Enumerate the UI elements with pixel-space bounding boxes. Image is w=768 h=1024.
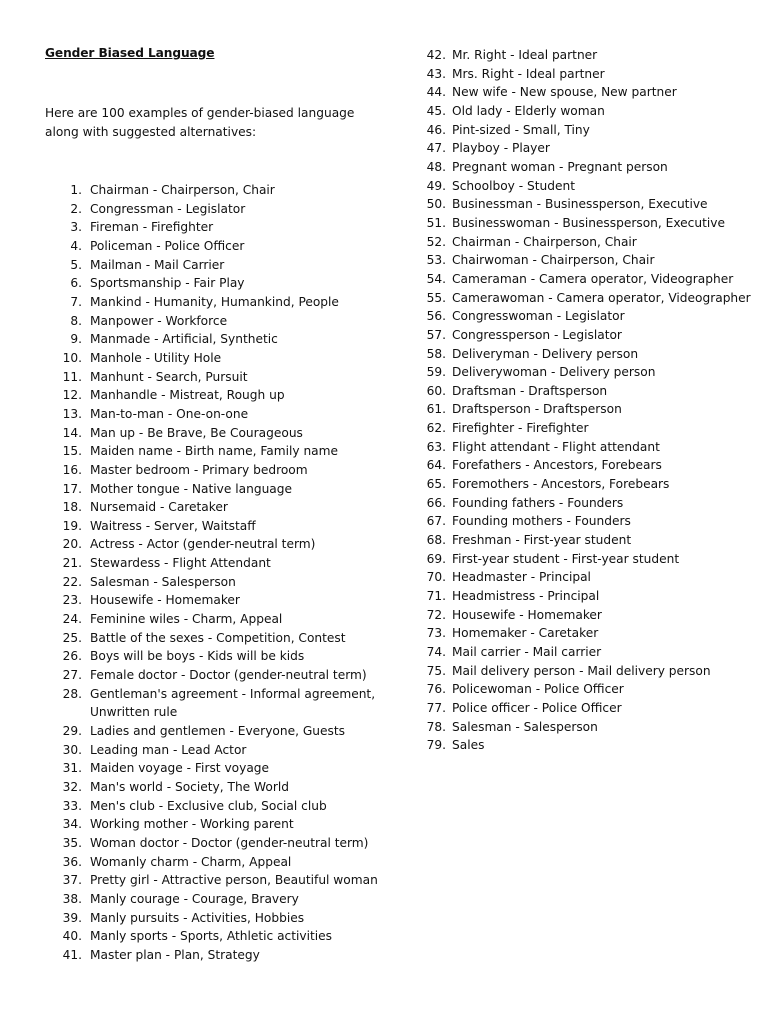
list-item [62, 573, 390, 592]
list-item-text: Mankind - Humanity, Humankind, People [90, 294, 339, 309]
list-item-text: Mrs. Right - Ideal partner [452, 66, 605, 81]
list-item [426, 270, 752, 289]
list-item [70, 256, 390, 275]
list-item-number: 3. [70, 220, 82, 235]
list-item [62, 666, 390, 685]
list-item-number: 34. [62, 817, 82, 832]
list-column-1 [62, 181, 390, 965]
list-item [62, 517, 390, 536]
list-item-number: 56. [426, 309, 446, 324]
list-item [62, 834, 390, 853]
list-item-text: Housewife - Homemaker [90, 593, 240, 608]
list-item-number: 51. [426, 215, 446, 230]
list-item-number: 44. [426, 85, 446, 100]
list-item [426, 550, 752, 569]
list-item-number: 20. [62, 537, 82, 552]
list-item-text: Policewoman - Police Officer [452, 682, 624, 697]
list-item [70, 293, 390, 312]
list-item-number: 14. [62, 425, 82, 440]
list-item [62, 554, 390, 573]
list-item [426, 65, 752, 84]
list-item-number: 23. [62, 593, 82, 608]
list-item [62, 647, 390, 666]
list-item-number: 28. [62, 686, 82, 701]
list-item-number: 66. [426, 495, 446, 510]
list-item-number: 59. [426, 365, 446, 380]
list-item-text: Sportsmanship - Fair Play [90, 276, 245, 291]
list-item-text: Schoolboy - Student [452, 178, 575, 193]
list-item-number: 54. [426, 271, 446, 286]
list-item [426, 195, 752, 214]
list-item [426, 512, 752, 531]
list-item-text: Camerawoman - Camera operator, Videographer [452, 290, 751, 305]
list-item [62, 349, 390, 368]
list-item-text: Freshman - First-year student [452, 533, 632, 548]
list-item-number: 72. [426, 607, 446, 622]
list-item-number: 71. [426, 589, 446, 604]
list-item [62, 909, 390, 928]
list-item-text: Maiden name - Birth name, Family name [90, 444, 339, 459]
list-item [62, 480, 390, 499]
list-item-text: Businessman - Businessperson, Executive [452, 197, 708, 212]
list-item [426, 680, 752, 699]
list-item-number: 70. [426, 570, 446, 585]
list-item-number: 37. [62, 873, 82, 888]
list-item-text: Sales [452, 738, 485, 753]
list-item-text: Cameraman - Camera operator, Videographer [452, 271, 734, 286]
list-item [70, 237, 390, 256]
list-item [62, 797, 390, 816]
list-item [426, 643, 752, 662]
list-item-number: 22. [62, 574, 82, 589]
list-item-number: 61. [426, 402, 446, 417]
list-item-number: 9. [70, 332, 82, 347]
list-item [426, 251, 752, 270]
list-item [426, 289, 752, 308]
list-item-number: 12. [62, 388, 82, 403]
list-item-number: 2. [70, 201, 82, 216]
list-item-text: Policeman - Police Officer [90, 238, 245, 253]
list-item [62, 815, 390, 834]
list-item-number: 73. [426, 626, 446, 641]
list-item-text: Woman doctor - Doctor (gender-neutral term) [90, 835, 369, 850]
list-item [62, 741, 390, 760]
list-item [426, 736, 752, 755]
list-item [62, 629, 390, 648]
list-item-number: 1. [70, 183, 82, 197]
list-item-text: Mailman - Mail Carrier [90, 257, 225, 272]
list-item-number: 30. [62, 742, 82, 757]
list-item-text: Ladies and gentlemen - Everyone, Guests [90, 724, 345, 739]
list-item-text: Founding mothers - Founders [452, 514, 631, 529]
list-item [70, 274, 390, 293]
list-item-text: Men's club - Exclusive club, Social club [90, 798, 327, 813]
list-item [62, 722, 390, 741]
list-item-text: Leading man - Lead Actor [90, 742, 247, 757]
list-item [70, 218, 390, 237]
list-item-text: Master plan - Plan, Strategy [90, 947, 260, 962]
list-item-number: 46. [426, 122, 446, 137]
list-item [426, 531, 752, 550]
list-item-text: First-year student - First-year student [452, 551, 680, 566]
list-item-number: 42. [426, 48, 446, 62]
list-item [70, 330, 390, 349]
list-item-number: 29. [62, 724, 82, 739]
list-item-text: Waitress - Server, Waitstaff [90, 518, 256, 533]
list-item-number: 39. [62, 910, 82, 925]
list-item-text: Draftsperson - Draftsperson [452, 402, 622, 417]
list-item [426, 662, 752, 681]
list-item-text: Homemaker - Caretaker [452, 626, 599, 641]
list-item [426, 438, 752, 457]
list-item-number: 65. [426, 477, 446, 492]
list-item-text: Manly sports - Sports, Athletic activities [90, 929, 333, 944]
list-item-number: 50. [426, 197, 446, 212]
list-item-text: New wife - New spouse, New partner [452, 85, 677, 100]
list-item-text: Foremothers - Ancestors, Forebears [452, 477, 670, 492]
list-item-text: Manpower - Workforce [90, 313, 228, 328]
list-item-text: Headmistress - Principal [452, 589, 600, 604]
list-item-number: 60. [426, 383, 446, 398]
list-item-text: Master bedroom - Primary bedroom [90, 462, 308, 477]
list-item-number: 36. [62, 854, 82, 869]
list-item-text: Womanly charm - Charm, Appeal [90, 854, 292, 869]
list-item-text: Manmade - Artificial, Synthetic [90, 332, 278, 347]
list-item [426, 102, 752, 121]
list-item-text: Pint-sized - Small, Tiny [452, 122, 590, 137]
list-item [426, 699, 752, 718]
list-item-text: Chairman - Chairperson, Chair [90, 183, 275, 197]
list-item-text: Old lady - Elderly woman [452, 103, 605, 118]
list-item-number: 24. [62, 612, 82, 627]
list-item-text: Battle of the sexes - Competition, Contest [90, 630, 346, 645]
list-item-text: Chairman - Chairperson, Chair [452, 234, 637, 249]
list-item [62, 610, 390, 629]
list-item [426, 475, 752, 494]
list-item [426, 177, 752, 196]
list-item-number: 19. [62, 518, 82, 533]
list-item-number: 5. [70, 257, 82, 272]
list-item [62, 461, 390, 480]
list-item [62, 386, 390, 405]
list-item-number: 16. [62, 462, 82, 477]
list-item [70, 181, 390, 200]
list-item-text: Manhandle - Mistreat, Rough up [90, 388, 285, 403]
list-item-number: 40. [62, 929, 82, 944]
list-column-2 [426, 46, 752, 755]
list-item-number: 31. [62, 761, 82, 776]
list-item-text: Headmaster - Principal [452, 570, 591, 585]
list-item-number: 6. [70, 276, 82, 291]
list-item-text: Maiden voyage - First voyage [90, 761, 270, 776]
list-item [426, 83, 752, 102]
list-item [62, 591, 390, 610]
list-item-number: 38. [62, 891, 82, 906]
list-item [70, 312, 390, 331]
list-item-number: 53. [426, 253, 446, 268]
list-item-text: Pretty girl - Attractive person, Beautiful woman [90, 873, 378, 888]
list-item-text: Man up - Be Brave, Be Courageous [90, 425, 303, 440]
list-item-number: 41. [62, 947, 82, 962]
list-item [426, 233, 752, 252]
list-item [62, 498, 390, 517]
list-item-number: 21. [62, 556, 82, 571]
list-item-text: Pregnant woman - Pregnant person [452, 159, 668, 174]
list-item [426, 568, 752, 587]
list-item-number: 26. [62, 649, 82, 664]
list-item-number: 55. [426, 290, 446, 305]
list-item [426, 718, 752, 737]
list-item-number: 79. [426, 738, 446, 753]
list-item-number: 67. [426, 514, 446, 529]
list-item [426, 345, 752, 364]
list-item [62, 442, 390, 461]
list-item-text: Fireman - Firefighter [90, 220, 214, 235]
list-item-text: Working mother - Working parent [90, 817, 294, 832]
list-item [426, 307, 752, 326]
list-item-text: Man-to-man - One-on-one [90, 406, 249, 421]
list-item [62, 778, 390, 797]
list-item-text: Salesman - Salesperson [452, 719, 598, 734]
list-item-text: Manly pursuits - Activities, Hobbies [90, 910, 305, 925]
list-item-text: Manhole - Utility Hole [90, 350, 222, 365]
list-item-text: Mail carrier - Mail carrier [452, 645, 602, 659]
list-item-number: 78. [426, 719, 446, 734]
list-item-text: Congressperson - Legislator [452, 327, 622, 342]
list-item-number: 10. [62, 350, 82, 365]
list-item-text: Forefathers - Ancestors, Forebears [452, 458, 662, 473]
list-item [62, 890, 390, 909]
list-item [62, 871, 390, 890]
list-item [62, 368, 390, 387]
list-item [426, 363, 752, 382]
list-item [62, 535, 390, 554]
list-item [62, 946, 390, 965]
list-item-text: Congresswoman - Legislator [452, 309, 625, 324]
list-item-number: 43. [426, 66, 446, 81]
list-item-number: 76. [426, 682, 446, 697]
list-item-text: Chairwoman - Chairperson, Chair [452, 253, 655, 268]
list-item-text: Deliverywoman - Delivery person [452, 365, 656, 380]
list-item-number: 52. [426, 234, 446, 249]
list-item-number: 18. [62, 500, 82, 515]
list-item [426, 214, 752, 233]
list-item-text: Manhunt - Search, Pursuit [90, 369, 248, 384]
list-item-text: Firefighter - Firefighter [452, 421, 589, 436]
list-item-number: 27. [62, 668, 82, 683]
list-item-text: Police officer - Police Officer [452, 700, 622, 715]
list-item-number: 75. [426, 663, 446, 678]
list-item-number: 8. [70, 313, 82, 328]
list-item-number: 17. [62, 481, 82, 496]
list-item-number: 47. [426, 141, 446, 156]
list-item-number: 68. [426, 533, 446, 548]
list-item [62, 927, 390, 946]
list-item-number: 15. [62, 444, 82, 459]
list-item-text: Flight attendant - Flight attendant [452, 439, 660, 454]
list-item-text: Deliveryman - Delivery person [452, 346, 639, 361]
list-item-number: 32. [62, 780, 82, 794]
list-item-text: Manly courage - Courage, Bravery [90, 891, 299, 906]
list-item-number: 35. [62, 835, 82, 850]
list-item [426, 419, 752, 438]
list-item-text: Mother tongue - Native language [90, 481, 292, 496]
list-item-text: Nursemaid - Caretaker [90, 500, 228, 515]
list-item-number: 58. [426, 346, 446, 361]
list-item-text: Gentleman's agreement - Informal agreement, Unwritten rule [90, 686, 376, 720]
list-item-number: 45. [426, 103, 446, 118]
list-item-text: Playboy - Player [452, 141, 550, 156]
list-item [426, 494, 752, 513]
list-item-text: Man's world - Society, The World [90, 780, 289, 794]
list-item [70, 200, 390, 219]
list-item [62, 853, 390, 872]
list-item-number: 33. [62, 798, 82, 813]
list-item-number: 49. [426, 178, 446, 193]
list-item-text: Female doctor - Doctor (gender-neutral term) [90, 668, 367, 683]
list-item [62, 685, 390, 722]
list-item [62, 405, 390, 424]
document-title: Gender Biased Language [45, 46, 215, 60]
list-item-number: 4. [70, 238, 82, 253]
list-item [426, 624, 752, 643]
list-item [426, 382, 752, 401]
list-item-text: Congressman - Legislator [90, 201, 246, 216]
list-item-number: 25. [62, 630, 82, 645]
list-item [62, 424, 390, 443]
list-item-text: Draftsman - Draftsperson [452, 383, 608, 398]
list-item [426, 456, 752, 475]
list-item [426, 587, 752, 606]
list-item-number: 63. [426, 439, 446, 454]
intro-paragraph: Here are 100 examples of gender-biased language along with suggested alternatives: [45, 106, 355, 139]
list-item-text: Actress - Actor (gender-neutral term) [90, 537, 316, 552]
list-item [426, 46, 752, 65]
list-item [426, 606, 752, 625]
list-item-number: 74. [426, 645, 446, 659]
list-item [426, 158, 752, 177]
list-item-number: 57. [426, 327, 446, 342]
list-item-number: 64. [426, 458, 446, 473]
list-item-text: Founding fathers - Founders [452, 495, 624, 510]
list-item-text: Mail delivery person - Mail delivery person [452, 663, 711, 678]
list-item-number: 77. [426, 700, 446, 715]
list-item-text: Mr. Right - Ideal partner [452, 48, 598, 62]
list-item-text: Salesman - Salesperson [90, 574, 236, 589]
list-item-number: 11. [62, 369, 82, 384]
list-item [426, 121, 752, 140]
list-item-number: 62. [426, 421, 446, 436]
list-item [62, 759, 390, 778]
list-item [426, 139, 752, 158]
list-item-number: 48. [426, 159, 446, 174]
list-item-text: Boys will be boys - Kids will be kids [90, 649, 305, 664]
list-item-text: Businesswoman - Businessperson, Executive [452, 215, 725, 230]
list-item [426, 326, 752, 345]
list-item-number: 13. [62, 406, 82, 421]
list-item-text: Stewardess - Flight Attendant [90, 556, 271, 571]
list-item-text: Housewife - Homemaker [452, 607, 602, 622]
list-item [426, 400, 752, 419]
list-item-text: Feminine wiles - Charm, Appeal [90, 612, 283, 627]
list-item-number: 7. [70, 294, 82, 309]
list-item-number: 69. [426, 551, 446, 566]
